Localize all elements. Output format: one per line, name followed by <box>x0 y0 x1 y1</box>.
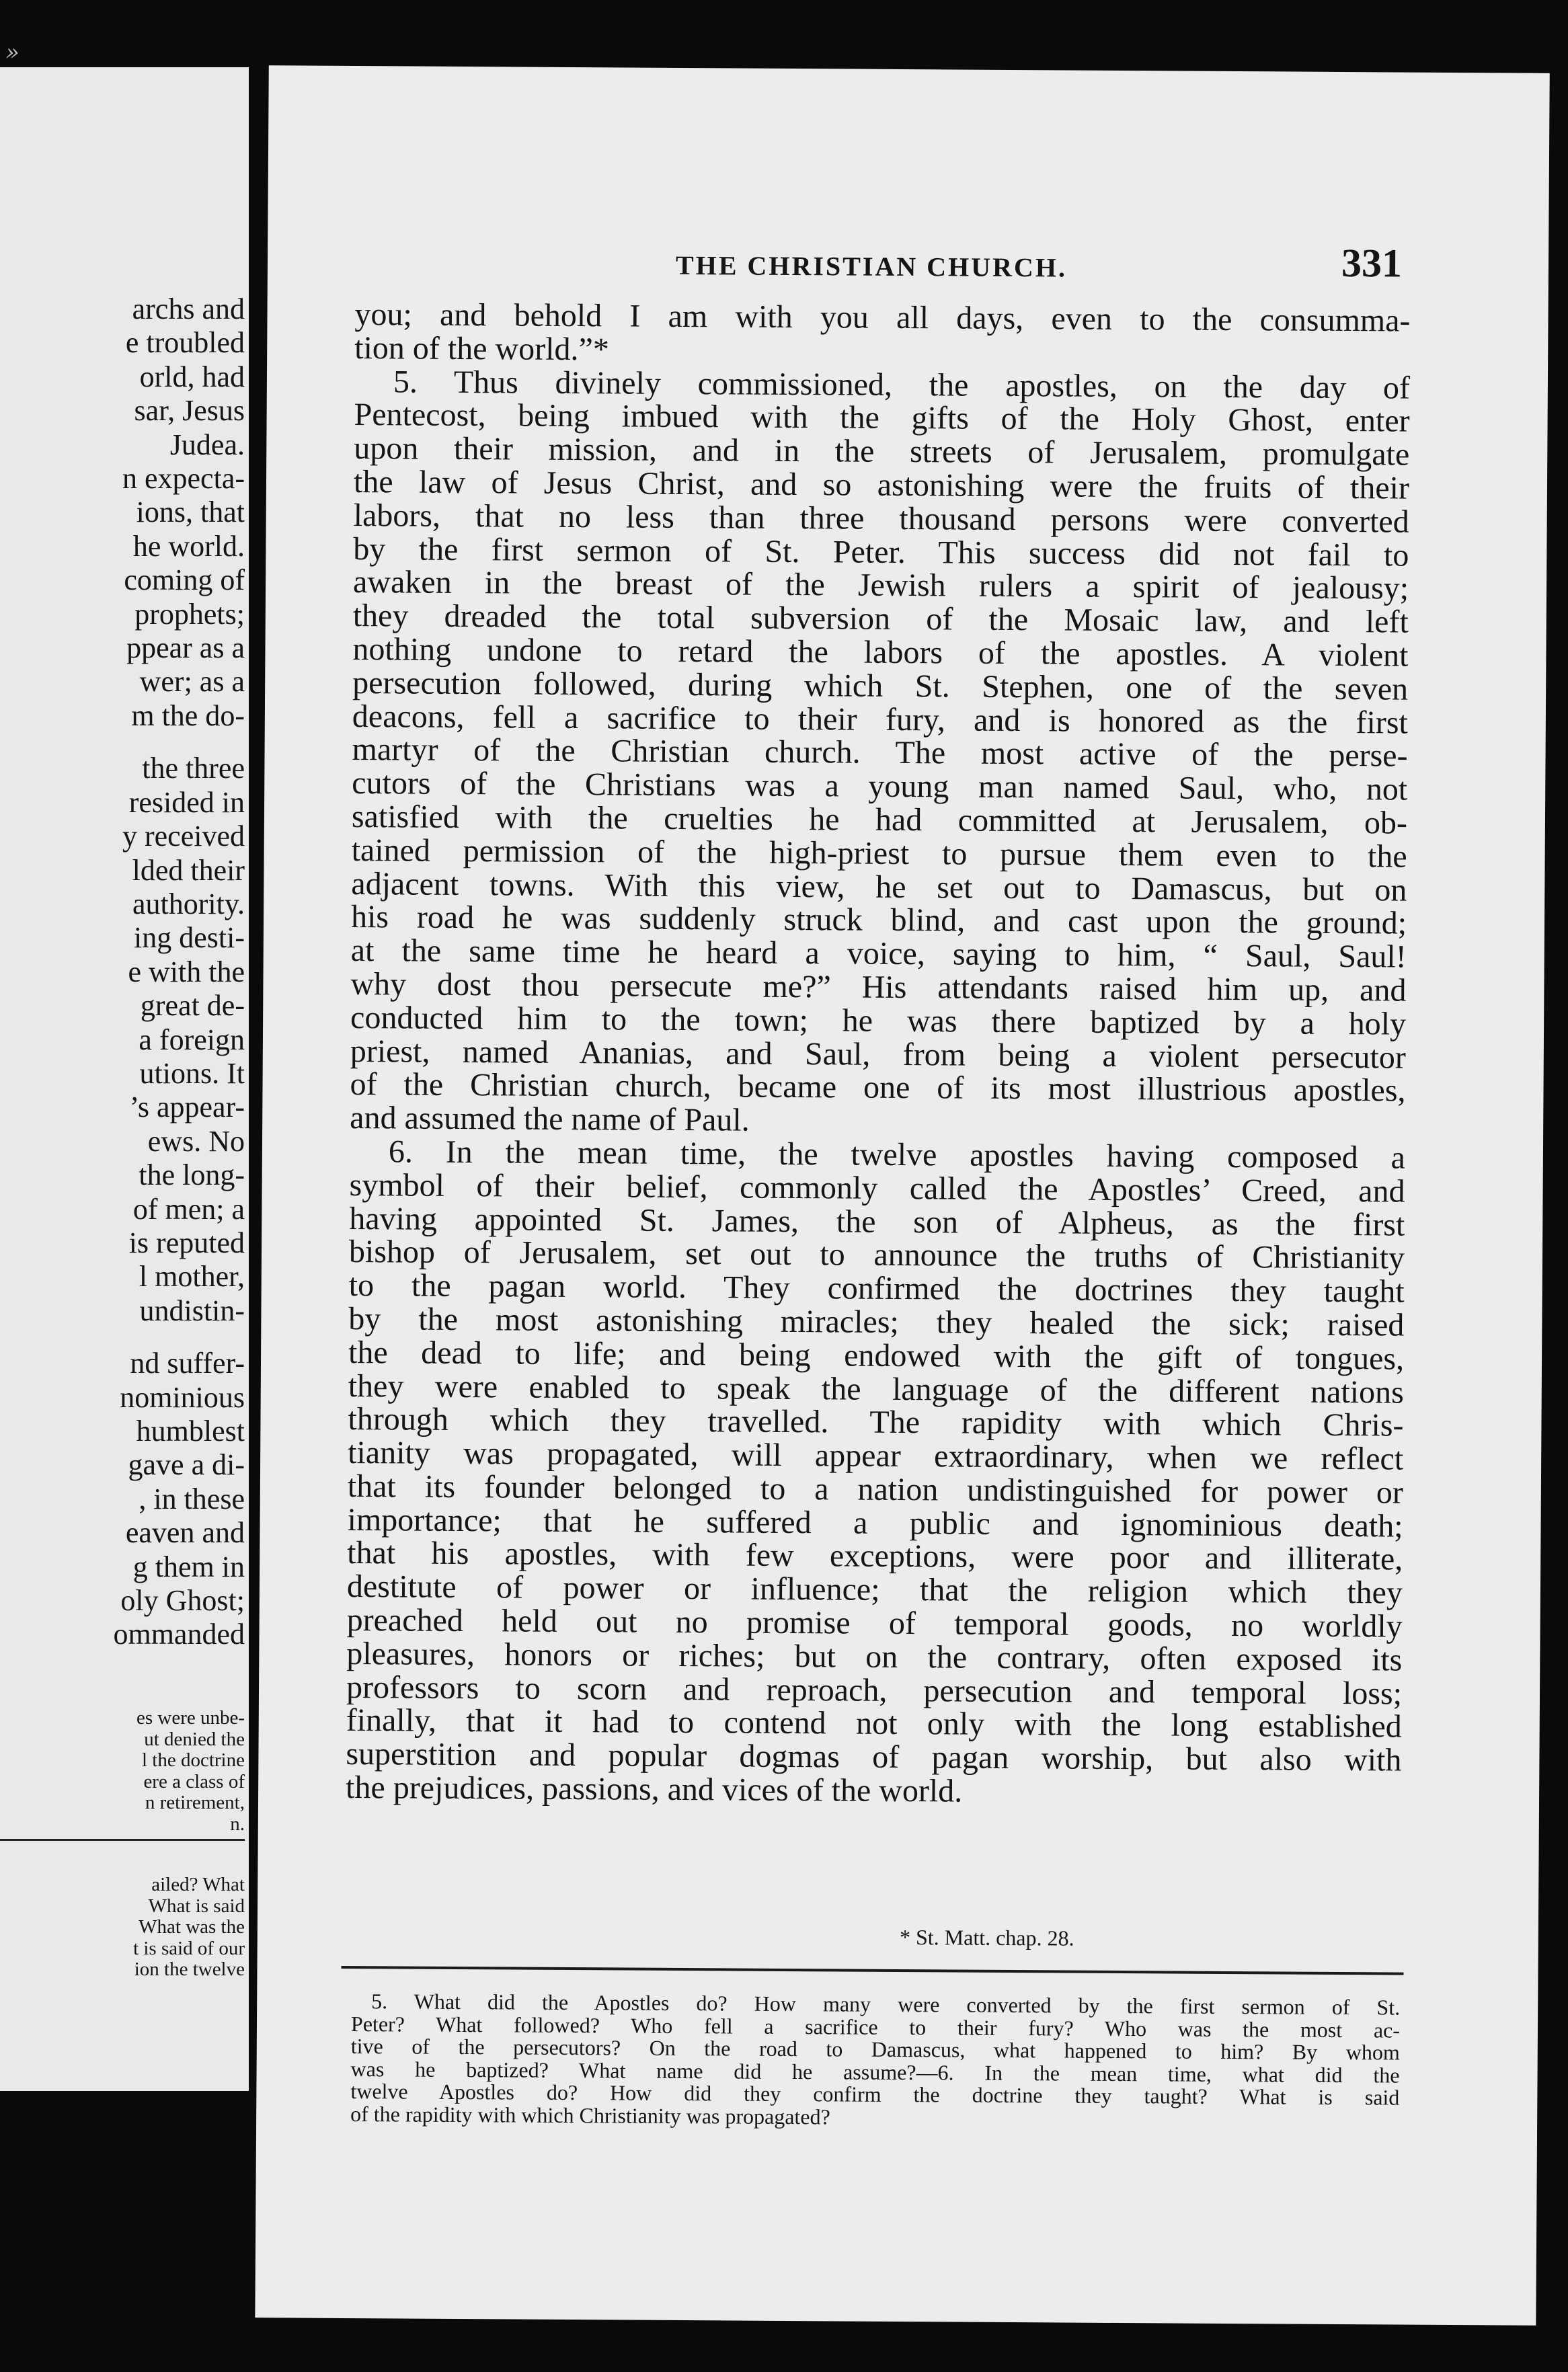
body-line: bishop of Jerusalem, set out to announce the truths of Christianity <box>348 1234 1405 1276</box>
body-line: of the Christian church, became one of its most illustrious apostles, <box>350 1066 1406 1109</box>
body-line: the prejudices, passions, and vices of the world. <box>345 1770 963 1809</box>
body-line: the dead to life; and being endowed with the gift of tongues, <box>348 1334 1405 1377</box>
previous-page-line: the three <box>142 752 245 785</box>
body-line: why dost thou persecute me?” His attendants raised him up, and <box>350 965 1407 1009</box>
previous-page-line <box>0 1328 245 1347</box>
previous-page-line: the long- <box>139 1158 245 1192</box>
body-line: by the first sermon of St. Peter. This success did not fail to <box>353 530 1409 574</box>
previous-page-line: nd suffer- <box>130 1347 245 1380</box>
previous-page-line: authority. <box>132 887 245 920</box>
body-line: deacons, fell a sacrifice to their fury, and is honored as the first <box>352 698 1409 741</box>
body-line: they dreaded the total subversion of the Mosaic law, and left <box>352 598 1409 640</box>
previous-page-rule <box>0 1839 245 1841</box>
previous-page-line: Judea. <box>169 428 245 461</box>
body-line: importance; that he suffered a public and ignominious death; <box>347 1501 1403 1544</box>
footnote-rule <box>342 1966 1404 1975</box>
previous-page-line: ppear as a <box>126 631 245 665</box>
previous-page-line: wer; as a <box>139 665 245 699</box>
body-line: martyr of the Christian church. The most active of the perse- <box>352 732 1408 774</box>
previous-page-line: ews. No <box>147 1124 245 1158</box>
body-line: superstition and popular dogmas of pagan worship, but also with <box>346 1736 1402 1778</box>
previous-page-line: sar, Jesus <box>134 394 245 428</box>
body-line: having appointed St. James, the son of Alpheus, as the first <box>349 1200 1405 1243</box>
previous-page-line: nominious <box>120 1380 245 1414</box>
previous-page-line: orld, had <box>139 360 245 393</box>
question-line: of the rapidity with which Christianity was propagated? <box>350 2101 830 2129</box>
previous-page-line: eaven and <box>125 1516 245 1550</box>
previous-page-line: ommanded <box>113 1618 245 1651</box>
body-line: conducted him to the town; he was there baptized by a holy <box>350 999 1407 1042</box>
scan-artifact-mark: » <box>5 39 19 66</box>
previous-page-question-line: ion the twelve <box>134 1959 245 1980</box>
previous-page-line: he world. <box>132 529 245 563</box>
body-line: that its founder belonged to a nation undistinguished for power or <box>347 1468 1404 1511</box>
previous-page-question-line: t is said of our <box>133 1937 245 1959</box>
footnote: * St. Matt. chap. 28. <box>899 1925 1074 1950</box>
body-line: they were enabled to speak the language of the different nations <box>348 1368 1404 1411</box>
previous-page-line: g them in <box>132 1550 245 1583</box>
previous-page-line: ions, that <box>136 496 245 529</box>
body-line: Pentecost, being imbued with the gifts of the Holy Ghost, enter <box>354 397 1410 439</box>
body-line: satisfied with the cruelties he had committed at Jerusalem, ob- <box>351 798 1408 841</box>
body-line: awaken in the breast of the Jewish rulers a spirit of jealousy; <box>352 564 1409 606</box>
previous-page-line: e troubled <box>125 326 245 360</box>
previous-page-line: undistin- <box>139 1294 245 1327</box>
body-line: adjacent towns. With this view, he set out to Damascus, but on <box>351 865 1407 908</box>
previous-page-note-line: l the doctrine <box>141 1749 245 1771</box>
previous-page-line: gave a di- <box>128 1448 245 1482</box>
previous-page-note-line: ere a class of <box>143 1770 245 1792</box>
body-line: tion of the world.”* <box>354 329 609 368</box>
previous-page-question-line: What was the <box>139 1916 245 1938</box>
previous-page-note-line: es were unbe- <box>136 1707 245 1729</box>
previous-page-line: is reputed <box>128 1226 245 1259</box>
previous-page-question-line: What is said <box>148 1895 245 1917</box>
body-line: upon their mission, and in the streets of Jerusalem, promulgate <box>354 430 1410 473</box>
book-page <box>255 65 1549 2326</box>
previous-page-line: of men; a <box>132 1192 245 1226</box>
body-line: 6. In the mean time, the twelve apostles having composed a <box>388 1134 1406 1176</box>
body-line: tianity was propagated, will appear extraordinary, when we reflect <box>348 1435 1404 1477</box>
body-line: the law of Jesus Christ, and so astonishing were the fruits of their <box>353 463 1410 506</box>
previous-page-line: prophets; <box>134 597 245 631</box>
body-line: tained permission of the high-priest to pursue them even to the <box>351 832 1407 875</box>
body-line: destitute of power or influence; that the religion which they <box>346 1569 1403 1611</box>
previous-page-line: coming of <box>124 563 245 597</box>
previous-page-line: resided in <box>128 785 245 819</box>
previous-page-line: n expecta- <box>122 462 245 496</box>
body-line: at the same time he heard a voice, saying to him, “ Saul, Saul! <box>350 933 1407 975</box>
previous-page-line: lded their <box>132 853 245 887</box>
running-head <box>676 241 1402 293</box>
body-line: symbol of their belief, commonly called the Apostles’ Creed, and <box>349 1167 1405 1210</box>
previous-page-line: , in these <box>139 1482 245 1515</box>
question-line: tive of the persecutors? On the road to Damascus, what happened to him? By whom <box>350 2034 1400 2065</box>
body-line: through which they travelled. The rapidity with which Chris- <box>348 1401 1404 1444</box>
previous-page-line: great de- <box>140 989 245 1023</box>
previous-page-note-line: n. <box>230 1813 245 1835</box>
body-line: by the most astonishing miracles; they healed the sick; raised <box>348 1300 1405 1343</box>
body-line: professors to scorn and reproach, persecution and temporal loss; <box>346 1669 1403 1712</box>
body-line: persecution followed, during which St. Stephen, one of the seven <box>352 664 1409 707</box>
previous-page-line: ’s appear- <box>129 1091 245 1124</box>
previous-page-line: y received <box>122 820 245 853</box>
body-text <box>346 298 1411 1811</box>
body-line: his road he was suddenly struck blind, and cast upon the ground; <box>350 899 1407 941</box>
previous-page-line <box>0 733 245 752</box>
question-line: Peter? What followed? Who fell a sacrifice to their fury? Who was the most ac- <box>350 2011 1401 2043</box>
previous-page-line: utions. It <box>139 1056 245 1090</box>
previous-page-line: ing desti- <box>134 921 245 955</box>
body-line: that his apostles, with few exceptions, were poor and illiterate, <box>347 1535 1403 1578</box>
previous-page-line: archs and <box>132 292 245 325</box>
previous-page-line: oly Ghost; <box>120 1584 245 1618</box>
previous-page-question-line: ailed? What <box>151 1874 245 1895</box>
previous-page-line: m the do- <box>131 699 245 732</box>
body-line: preached held out no promise of temporal goods, no worldly <box>346 1602 1403 1645</box>
previous-page-notes <box>0 1708 245 1981</box>
study-questions <box>350 1990 1400 2132</box>
previous-page-line: a foreign <box>139 1023 245 1056</box>
body-line: and assumed the name of Paul. <box>350 1100 750 1138</box>
running-title: THE CHRISTIAN CHURCH. <box>675 249 1068 283</box>
body-line: 5. Thus divinely commissioned, the apostles, on the day of <box>393 363 1411 406</box>
previous-page-line: humblest <box>136 1415 245 1448</box>
body-line: cutors of the Christians was a young man named Saul, who, not <box>352 765 1408 807</box>
previous-page-fragment <box>0 67 249 2091</box>
question-line: was he baptized? What name did he assume?—6. In the mean time, what did the <box>350 2056 1400 2088</box>
page-number: 331 <box>1341 240 1403 286</box>
previous-page-line: e with the <box>128 955 245 988</box>
body-line: labors, that no less than three thousand persons were converted <box>353 497 1409 540</box>
previous-page-note-line: n retirement, <box>145 1792 245 1813</box>
previous-page-text <box>0 292 245 1652</box>
body-line: nothing undone to retard the labors of the apostles. A violent <box>352 631 1409 674</box>
body-line: you; and behold I am with you all days, even to the consumma- <box>354 296 1411 339</box>
previous-page-line: l mother, <box>139 1260 245 1294</box>
question-line: 5. What did the Apostles do? How many were converted by the first sermon of St. <box>371 1989 1401 2020</box>
body-line: pleasures, honors or riches; but on the contrary, often exposed its <box>346 1635 1403 1678</box>
body-line: to the pagan world. They confirmed the doctrines they taught <box>348 1267 1405 1310</box>
previous-page-note-line: ut denied the <box>144 1728 245 1750</box>
question-line: twelve Apostles do? How did they confirm the doctrine they taught? What is said <box>350 2079 1400 2110</box>
body-line: priest, named Ananias, and Saul, from being a violent persecutor <box>350 1033 1406 1076</box>
body-line: finally, that it had to contend not only with the long established <box>346 1702 1402 1745</box>
